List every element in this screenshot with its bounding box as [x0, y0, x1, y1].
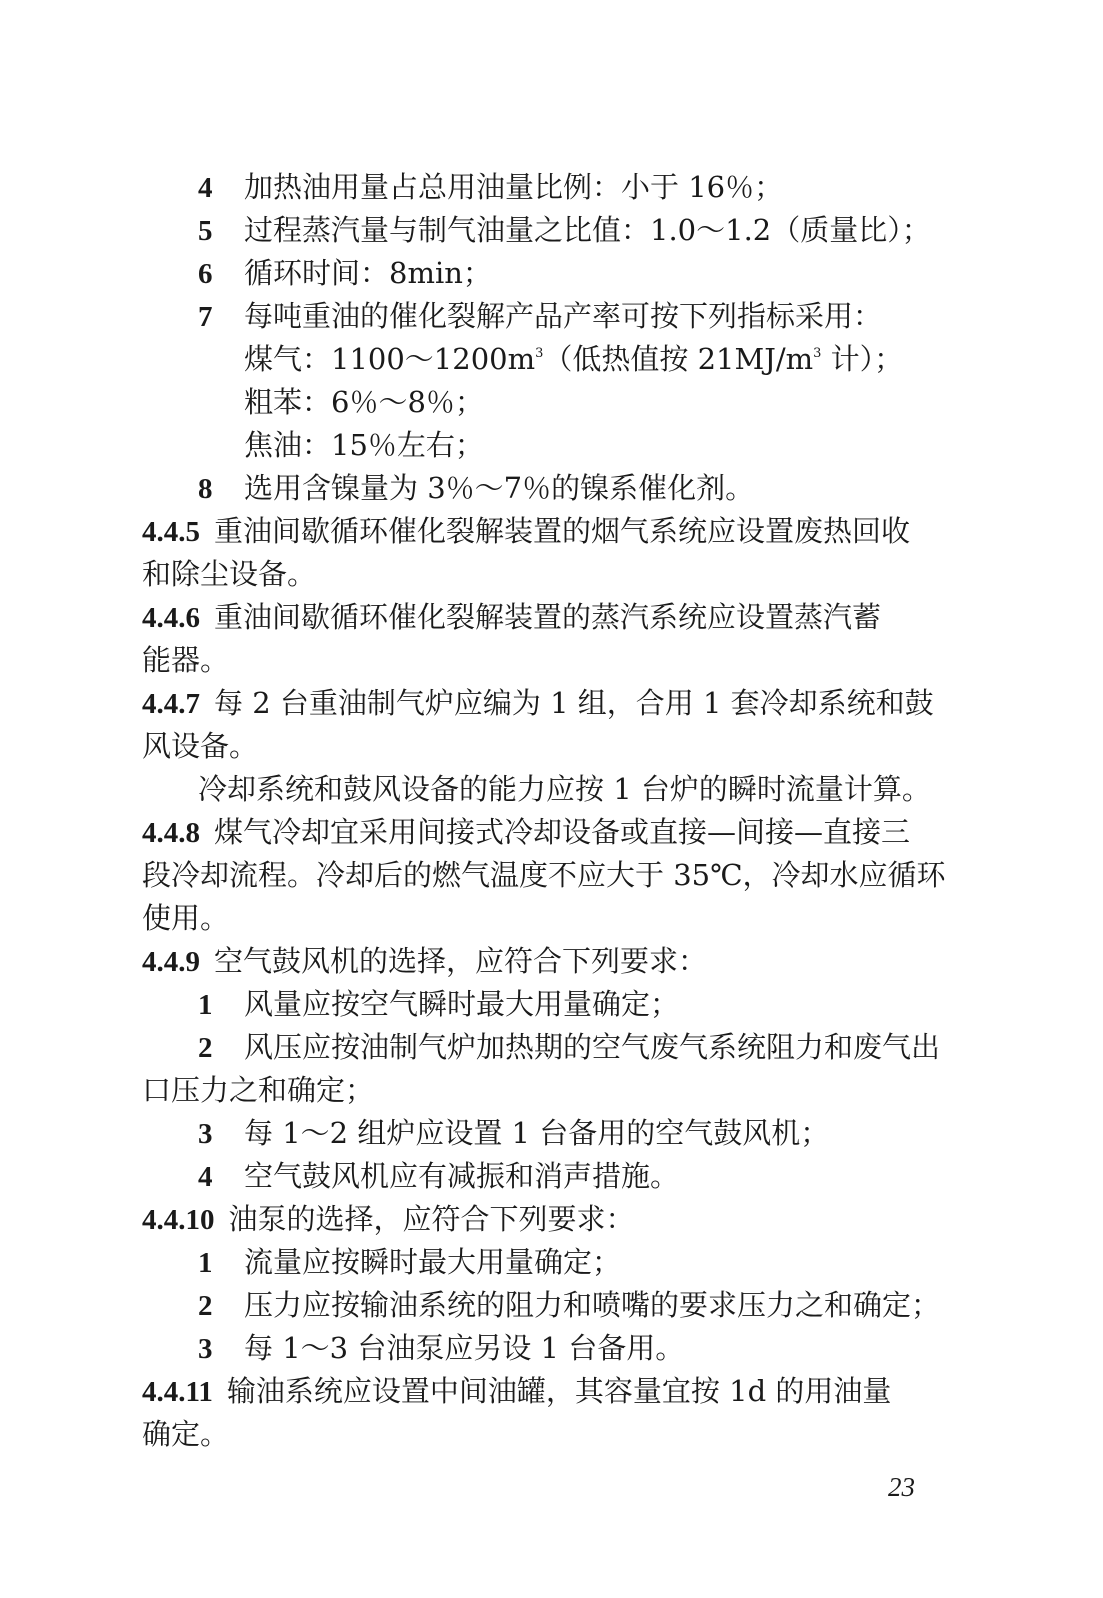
- benzene-yield-line: 粗苯：6％～8％；: [244, 385, 484, 419]
- list-item: 6 循环时间：8min；: [198, 256, 492, 290]
- clause-continuation: 和除尘设备。: [142, 557, 317, 591]
- list-item: 4 空气鼓风机应有减振和消声措施。: [198, 1159, 680, 1193]
- list-item: 7 每吨重油的催化裂解产品产率可按下列指标采用：: [198, 299, 883, 333]
- clause-4-4-6: 4.4.6 重油间歇循环催化裂解装置的蒸汽系统应设置蒸汽蓄: [142, 600, 882, 634]
- clause-continuation: 风设备。: [142, 729, 259, 763]
- list-item: 1 流量应按瞬时最大用量确定；: [198, 1245, 622, 1279]
- clause-continuation: 能器。: [142, 643, 230, 677]
- clause-4-4-7: 4.4.7 每 2 台重油制气炉应编为 1 组，合用 1 套冷却系统和鼓: [142, 686, 934, 720]
- clause-4-4-5: 4.4.5 重油间歇循环催化裂解装置的烟气系统应设置废热回收: [142, 514, 911, 548]
- list-item: 3 每 1～2 组炉应设置 1 台备用的空气鼓风机；: [198, 1116, 830, 1150]
- list-item: 1 风量应按空气瞬时最大用量确定；: [198, 987, 680, 1021]
- list-item: 2 压力应按输油系统的阻力和喷嘴的要求压力之和确定；: [198, 1288, 941, 1322]
- clause-4-4-9: 4.4.9 空气鼓风机的选择，应符合下列要求：: [142, 944, 708, 978]
- gas-yield-line: 煤气：$1100\sim 1200m^3$（低热值按 $21MJ/m^3$ 计）；: [244, 342, 904, 376]
- clause-paragraph: 冷却系统和鼓风设备的能力应按 1 台炉的瞬时流量计算。: [198, 772, 931, 806]
- clause-4-4-10: 4.4.10 油泵的选择，应符合下列要求：: [142, 1202, 635, 1236]
- list-item: 5 过程蒸汽量与制气油量之比值：1.0～1.2（质量比）；: [198, 213, 931, 247]
- clause-continuation: 确定。: [142, 1417, 230, 1451]
- list-item: 8 选用含镍量为 3％～7％的镍系催化剂。: [198, 471, 755, 505]
- tar-yield-line: 焦油：15％左右；: [244, 428, 484, 462]
- clause-continuation: 使用。: [142, 901, 230, 935]
- clause-4-4-11: 4.4.11 输油系统应设置中间油罐，其容量宜按 1d 的用油量: [142, 1374, 892, 1408]
- clause-continuation: 段冷却流程。冷却后的燃气温度不应大于 35℃，冷却水应循环: [142, 858, 946, 892]
- list-item: 2 风压应按油制气炉加热期的空气废气系统阻力和废气出: [198, 1030, 941, 1064]
- page-number: 23: [888, 1472, 915, 1502]
- list-item: 3 每 1～3 台油泵应另设 1 台备用。: [198, 1331, 685, 1365]
- list-item-continuation: 口压力之和确定；: [142, 1073, 375, 1107]
- list-item: 4 加热油用量占总用油量比例：小于 16％；: [198, 170, 784, 204]
- clause-4-4-8: 4.4.8 煤气冷却宜采用间接式冷却设备或直接—间接—直接三: [142, 815, 911, 849]
